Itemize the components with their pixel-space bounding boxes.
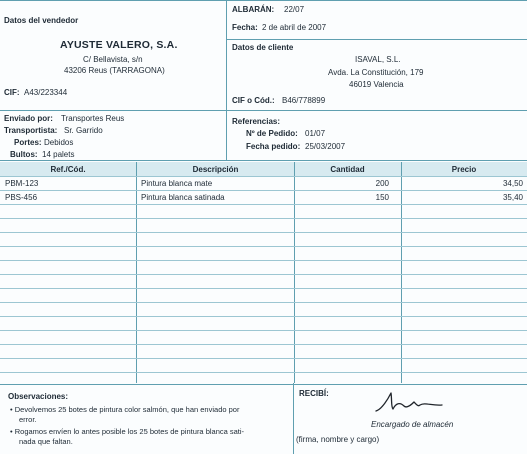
table-row-line xyxy=(0,316,527,317)
row-1-ref: PBM-123 xyxy=(5,179,39,188)
header-price: Precio xyxy=(451,165,477,174)
row-1-quantity: 200 xyxy=(375,179,389,188)
top-border xyxy=(0,0,527,1)
bullet-icon: • xyxy=(10,427,13,436)
client-cif-label: CIF o Cód.: xyxy=(232,96,275,105)
header-bottom-border xyxy=(0,110,527,111)
client-cif-value: B46/778899 xyxy=(282,96,326,105)
row-2-description: Pintura blanca satinada xyxy=(141,193,225,202)
albaran-label: ALBARÁN: xyxy=(232,5,275,14)
order-date-value: 25/03/2007 xyxy=(305,142,346,151)
observations-label: Observaciones: xyxy=(8,392,69,401)
table-row-line xyxy=(0,246,527,247)
bullet-icon: • xyxy=(10,405,13,414)
table-row-line xyxy=(0,330,527,331)
sent-by-label: Enviado por: xyxy=(4,114,53,123)
sent-by-value: Transportes Reus xyxy=(61,114,125,123)
client-name: ISAVAL, S.L. xyxy=(355,55,401,64)
table-row-line xyxy=(0,302,527,303)
seller-cif-label: CIF: xyxy=(4,88,20,97)
table-row-line xyxy=(0,218,527,219)
packages-label: Bultos: xyxy=(10,150,38,159)
references-label: Referencias: xyxy=(232,117,281,126)
shipping-divider xyxy=(226,110,227,160)
received-label: RECIBÍ: xyxy=(299,389,329,398)
packages-value: 14 palets xyxy=(42,150,75,159)
table-row-line xyxy=(0,358,527,359)
col-divider xyxy=(136,162,137,383)
carrier-label: Transportista: xyxy=(4,126,58,135)
client-section-label: Datos de cliente xyxy=(232,43,294,52)
row-2-quantity: 150 xyxy=(375,193,389,202)
client-city: 46019 Valencia xyxy=(349,80,404,89)
header-description: Descripción xyxy=(192,165,239,174)
observation-1-line-1: • Devolvemos 25 botes de pintura color salmón, que han enviado por xyxy=(10,405,240,414)
header-divider xyxy=(226,0,227,110)
table-row-line xyxy=(0,204,527,205)
client-address: Avda. La Constitución, 179 xyxy=(328,68,424,77)
row-1-description: Pintura blanca mate xyxy=(141,179,213,188)
freight-label: Portes: xyxy=(14,138,42,147)
date-label: Fecha: xyxy=(232,23,258,32)
table-row-line xyxy=(0,288,527,289)
signature-icon xyxy=(372,390,452,416)
table-row-line xyxy=(0,190,527,191)
received-role: Encargado de almacén xyxy=(371,420,454,429)
header-ref: Ref./Cód. xyxy=(50,165,86,174)
received-note: (firma, nombre y cargo) xyxy=(296,435,380,444)
table-row-line xyxy=(0,344,527,345)
carrier-value: Sr. Garrido xyxy=(64,126,103,135)
row-1-price: 34,50 xyxy=(502,179,523,188)
seller-cif-value: A43/223344 xyxy=(24,88,68,97)
albaran-value: 22/07 xyxy=(284,5,305,14)
observation-1-line-2: error. xyxy=(19,415,37,424)
freight-value: Debidos xyxy=(44,138,74,147)
footer-divider xyxy=(293,383,294,454)
table-row-line xyxy=(0,176,527,177)
seller-company: AYUSTE VALERO, S.A. xyxy=(60,39,178,51)
albaran-divider xyxy=(226,39,527,40)
row-2-price: 35,40 xyxy=(502,193,523,202)
observation-2-line-2: nada que faltan. xyxy=(19,437,73,446)
seller-section-label: Datos del vendedor xyxy=(4,16,79,25)
seller-address: C/ Bellavista, s/n xyxy=(83,55,143,64)
table-row-line xyxy=(0,260,527,261)
row-2-ref: PBS-456 xyxy=(5,193,38,202)
order-no-label: Nº de Pedido: xyxy=(246,129,298,138)
table-row-line xyxy=(0,274,527,275)
observation-2-line-1: • Rogamos envíen lo antes posible los 25 botes de pintura blanca sati- xyxy=(10,427,245,436)
date-value: 2 de abril de 2007 xyxy=(262,23,327,32)
table-row-line xyxy=(0,372,527,373)
header-quantity: Cantidad xyxy=(330,165,365,174)
order-date-label: Fecha pedido: xyxy=(246,142,301,151)
table-row-line xyxy=(0,232,527,233)
seller-city: 43206 Reus (TARRAGONA) xyxy=(64,66,165,75)
order-no-value: 01/07 xyxy=(305,129,326,138)
